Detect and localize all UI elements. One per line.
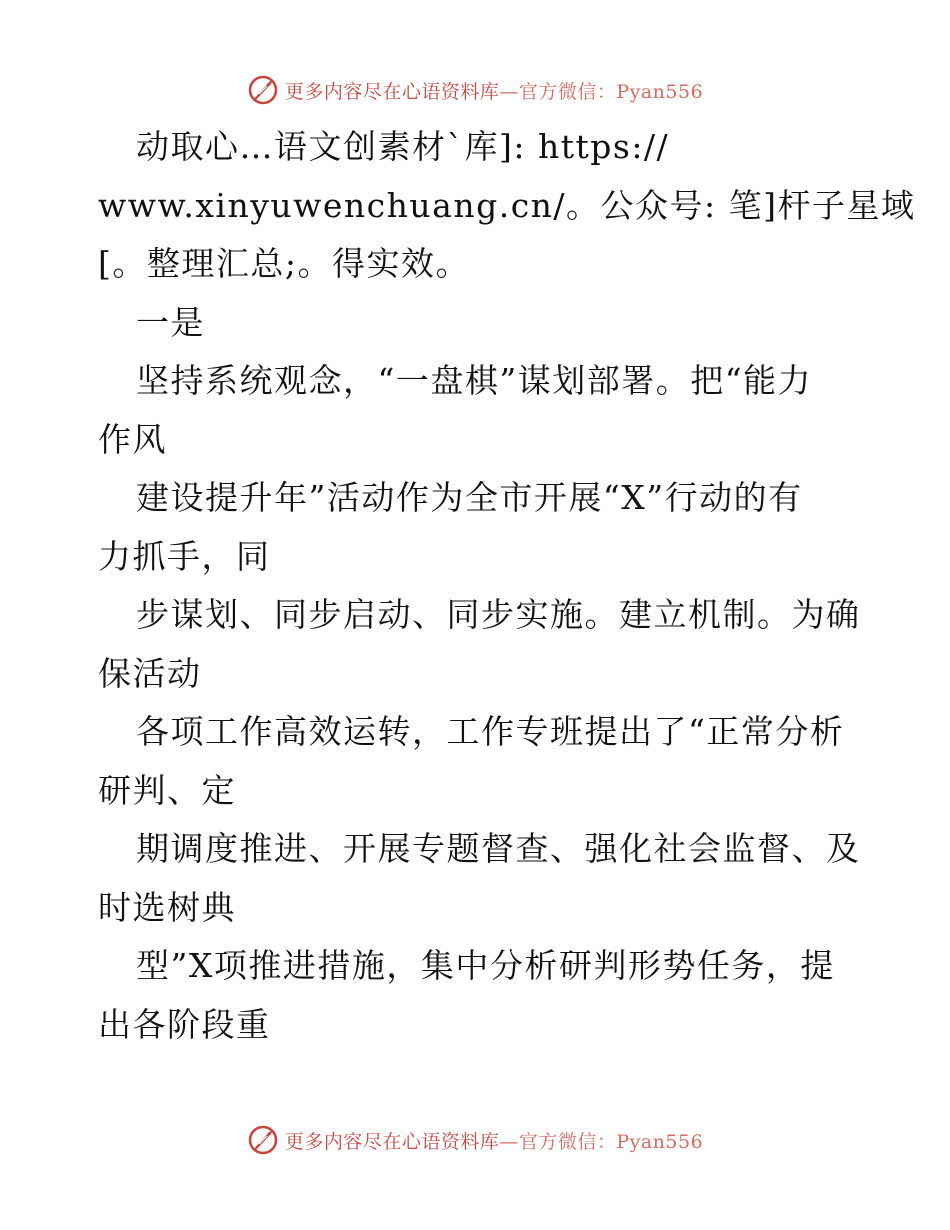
body-line: 步谋划、同步启动、同步实施。建立机制。为确	[136, 595, 861, 634]
body-line: www.xinyuwenchuang.cn/。公众号: 笔]杆子星域	[98, 185, 916, 225]
document-body	[98, 118, 916, 1054]
body-line: 建设提升年”活动作为全市开展“X”行动的有	[136, 478, 803, 517]
body-line: 型”X项推进措施，集中分析研判形势任务，提	[136, 946, 835, 985]
body-line: 坚持系统观念，“一盘棋”谋划部署。把“能力	[136, 361, 813, 400]
body-line: 保活动	[98, 653, 202, 693]
header-banner-text	[285, 77, 703, 104]
body-line: [。整理汇总;。得实效。	[98, 244, 470, 283]
body-line: 期调度推进、开展专题督查、强化社会监督、及	[136, 829, 861, 868]
body-line: 时选树典	[98, 887, 236, 927]
quill-logo-icon	[247, 74, 279, 106]
header-banner	[0, 70, 950, 110]
body-line: 动取心…语文创素材`库]: https://	[136, 127, 670, 166]
body-line: 力抓手，同	[98, 536, 271, 576]
footer-banner	[0, 1120, 950, 1160]
header-banner-main: 更多内容尽在心语资料库	[284, 80, 500, 103]
footer-banner-wechat: —官方微信：Pyan556	[499, 1130, 704, 1153]
body-line: 各项工作高效运转，工作专班提出了“正常分析	[136, 712, 845, 751]
body-line: 研判、定	[98, 770, 236, 810]
body-line: 出各阶段重	[98, 1004, 271, 1044]
header-banner-wechat: —官方微信：Pyan556	[499, 80, 704, 103]
footer-banner-text	[285, 1127, 703, 1154]
body-line: 作风	[98, 419, 167, 459]
body-line: 一是	[136, 302, 205, 342]
quill-logo-icon	[247, 1124, 279, 1156]
footer-banner-main: 更多内容尽在心语资料库	[284, 1130, 500, 1153]
